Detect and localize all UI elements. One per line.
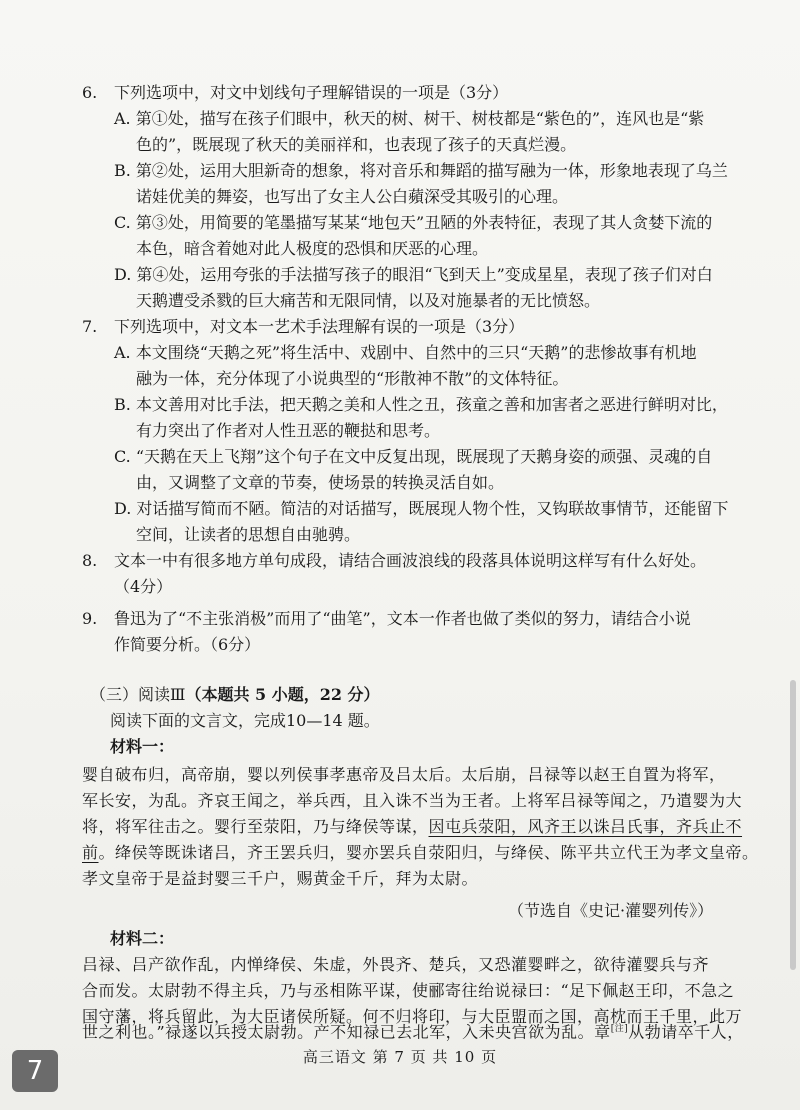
- option-line: A. 第①处，描写在孩子们眼中，秋天的树、树干、树枝都是“紫色的”，连风也是“紫: [114, 109, 705, 128]
- question-9-line2: 作简要分析。（6分）: [114, 635, 261, 654]
- material-2-line: [82, 1016, 744, 1045]
- option-line: B. 第②处，运用大胆新奇的想象，将对音乐和舞蹈的描写融为一体，形象地表现了乌兰: [114, 161, 728, 180]
- option-line: B. 本文善用对比手法，把天鹅之美和人性之丑，孩童之善和加害者之恶进行鲜明对比，: [114, 395, 728, 414]
- text-segment: 。绛侯等既诛诸吕，齐王罢兵归，婴亦罢兵自荥阳归，与绛侯、陈平共立代王为孝文皇帝。: [98, 843, 759, 862]
- question-stem: 下列选项中，对文本一艺术手法理解有误的一项是（3分）: [114, 317, 525, 336]
- question-stem: 鲁迅为了“不主张消极”而用了“曲笔”，文本一作者也做了类似的努力，请结合小说: [114, 609, 691, 628]
- question-stem: 文本一中有很多地方单句成段，请结合画波浪线的段落具体说明这样写有什么好处。: [114, 551, 707, 570]
- material-2-line: 国守藩，将兵留此，为大臣诸侯所疑。何不归将印，与大臣盟而之国，高枕而王千里，此万: [82, 1007, 743, 1026]
- material-1-line: 孝文皇帝于是益封婴三千户，赐黄金千斤，拜为太尉。: [82, 869, 479, 888]
- question-8-points: （4分）: [114, 577, 173, 596]
- question-number: 9.: [82, 609, 98, 628]
- option-line: A. 本文围绕“天鹅之死”将生活中、戏剧中、自然中的三只“天鹅”的悲惨故事有机地: [114, 343, 697, 362]
- material-1-source: （节选自《史记·灌婴列传》）: [508, 901, 714, 920]
- material-1-line: [82, 840, 759, 866]
- text-segment: 世之利也。”禄遂以兵授太尉勃。产不知禄已去北军，入未央宫欲为乱。章: [82, 1022, 611, 1042]
- q6-option-a[interactable]: [114, 106, 720, 158]
- text-segment: 将，将军往击之。婴行至荥阳，乃与绛侯等谋，: [82, 817, 429, 836]
- underlined-sentence: 前: [82, 843, 99, 862]
- option-line: 有力突出了作者对人性丑恶的鞭挞和思考。: [136, 421, 441, 440]
- material-1-line: [82, 814, 742, 840]
- section-title: [90, 682, 380, 708]
- option-line: 由，又调整了文章的节奏，使场景的转换灵活自如。: [136, 473, 505, 492]
- page-footer: 高三语文 第 7 页 共 10 页: [302, 1048, 498, 1066]
- question-number: 8.: [82, 551, 98, 570]
- q7-option-d[interactable]: [114, 496, 729, 548]
- footnote-marker: [注]: [610, 1024, 629, 1034]
- section-title-prefix: （三）阅读Ⅲ: [90, 685, 186, 704]
- section-instruction: 阅读下面的文言文，完成10—14 题。: [110, 711, 380, 730]
- question-number: 7.: [82, 317, 98, 336]
- q6-option-d[interactable]: [114, 262, 720, 314]
- option-line: 诺娃优美的舞姿，也写出了女主人公白蘋深受其吸引的心理。: [136, 187, 569, 206]
- option-line: 天鹅遭受杀戮的巨大痛苦和无限同情，以及对施暴者的无比愤怒。: [136, 291, 601, 310]
- material-1-label: 材料一：: [110, 737, 175, 756]
- option-line: 空间，让读者的思想自由驰骋。: [136, 525, 361, 544]
- material-2-label: 材料二：: [110, 929, 175, 948]
- scrollbar[interactable]: [790, 680, 796, 970]
- question-stem: 下列选项中，对文中划线句子理解错误的一项是（3分）: [114, 83, 509, 102]
- text-segment: 从勃请卒千人，: [628, 1022, 744, 1042]
- material-2-line: 合而发。太尉勃不得主兵，乃与丞相陈平谋，使郦寄往绐说禄曰：“足下佩赵王印，不急之: [82, 981, 735, 1000]
- option-line: C. “天鹅在天上飞翔”这个句子在文中反复出现，既展现了天鹅身姿的顽强、灵魂的自: [114, 447, 713, 466]
- q7-option-a[interactable]: [114, 340, 720, 392]
- option-line: D. 第④处，运用夸张的手法描写孩子的眼泪“飞到天上”变成星星，表现了孩子们对白: [114, 265, 713, 284]
- option-line: D. 对话描写简而不陋。简洁的对话描写，既展现人物个性，又钩联故事情节，还能留下: [114, 499, 729, 518]
- option-line: 本色，暗含着她对此人极度的恐惧和厌恶的心理。: [136, 239, 489, 258]
- page-number-badge: 7: [12, 1050, 58, 1092]
- q7-option-c[interactable]: [114, 444, 720, 496]
- option-line: 融为一体，充分体现了小说典型的“形散神不散”的文体特征。: [136, 369, 569, 388]
- section-title-detail: （本题共 5 小题，22 分）: [185, 685, 380, 704]
- option-line: C. 第③处，用简要的笔墨描写某某“地包天”丑陋的外表特征，表现了其人贪婪下流的: [114, 213, 713, 232]
- q6-option-c[interactable]: [114, 210, 720, 262]
- option-line: 色的”，既展现了秋天的美丽祥和，也表现了孩子的天真烂漫。: [136, 135, 577, 154]
- question-number: 6.: [82, 83, 98, 102]
- material-1-line: 军长安，为乱。齐哀王闻之，举兵西，且入诛不当为王者。上将军吕禄等闻之，乃遣婴为大: [82, 791, 743, 810]
- q6-option-b[interactable]: [114, 158, 728, 210]
- underlined-sentence: 因屯兵荥阳，风齐王以诛吕氏事，齐兵止不: [428, 817, 743, 836]
- material-1-line: 婴自破布归，高帝崩，婴以列侯事孝惠帝及吕太后。太后崩，吕禄等以赵王自置为将军，: [82, 765, 726, 784]
- q7-option-b[interactable]: [114, 392, 728, 444]
- material-2-line: 吕禄、吕产欲作乱，内惮绛侯、朱虚，外畏齐、楚兵，又恐灌婴畔之，欲待灌婴兵与齐: [82, 955, 710, 974]
